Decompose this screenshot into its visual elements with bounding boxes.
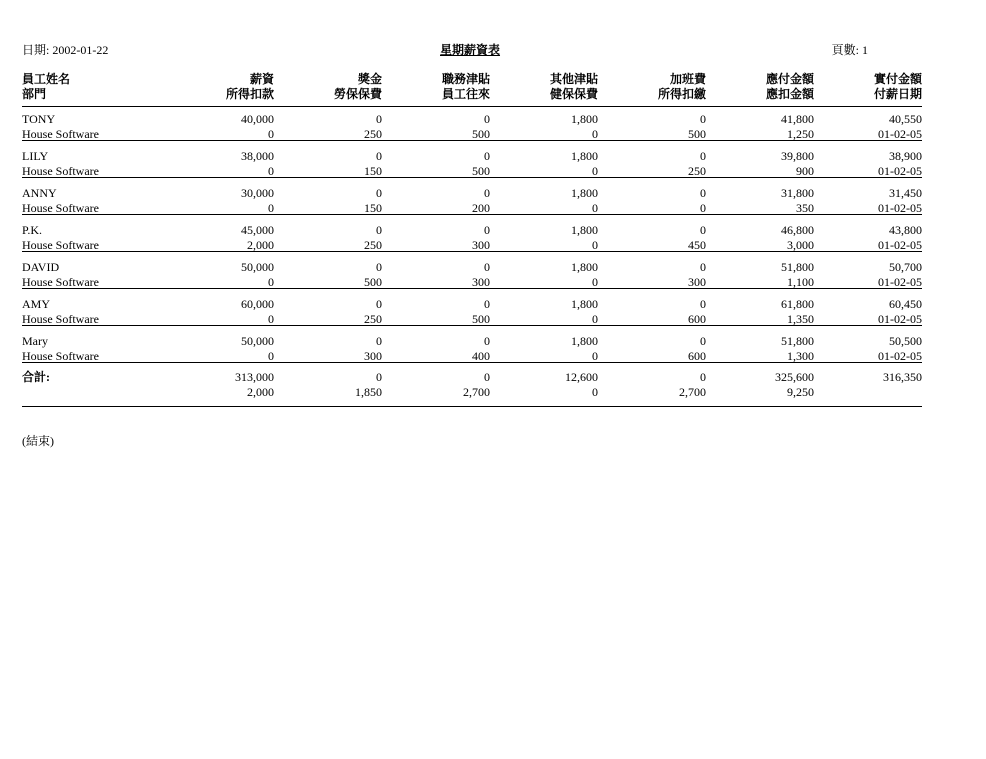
overtime: 0 [700, 297, 706, 311]
overtime: 0 [700, 186, 706, 200]
department: House Software [22, 238, 99, 252]
other-allowance-cell [490, 112, 598, 142]
report-title: 星期薪資表 [440, 43, 501, 57]
deduction-amount: 3,000 [787, 238, 814, 252]
header-other-allowance: 其他津貼 [549, 72, 598, 86]
total-payable-cell [706, 370, 814, 406]
income-deduction: 0 [268, 164, 274, 178]
employee-cell [22, 260, 166, 290]
table-row [22, 222, 922, 252]
salary: 50,000 [241, 260, 274, 274]
health-insurance: 0 [592, 164, 598, 178]
other-allowance: 1,800 [571, 112, 598, 126]
payable-cell [706, 149, 814, 179]
total-other-allowance: 12,600 [565, 370, 598, 384]
total-bonus-cell [274, 370, 382, 406]
salary: 50,000 [241, 334, 274, 348]
income-deduction: 0 [268, 349, 274, 363]
department: House Software [22, 349, 99, 363]
employee-cell [22, 186, 166, 216]
income-deduction: 0 [268, 201, 274, 215]
salary: 30,000 [241, 186, 274, 200]
employee-name: DAVID [22, 260, 60, 274]
labor-insurance: 250 [364, 238, 382, 252]
total-labor-insurance: 1,850 [355, 385, 382, 399]
labor-insurance: 500 [364, 275, 382, 289]
salary-cell [166, 223, 274, 253]
payroll-table [22, 72, 922, 407]
header-department: 部門 [22, 87, 47, 101]
bonus: 0 [376, 149, 382, 163]
position-allowance: 0 [484, 186, 490, 200]
header-other-allowance-health-insurance [490, 72, 598, 106]
total-bonus: 0 [376, 370, 382, 384]
position-allowance: 0 [484, 297, 490, 311]
payable-cell [706, 186, 814, 216]
other-allowance-cell [490, 297, 598, 327]
total-income-withholding: 2,700 [679, 385, 706, 399]
payable-amount: 51,800 [781, 334, 814, 348]
table-row [22, 185, 922, 215]
health-insurance: 0 [592, 275, 598, 289]
position-allowance: 0 [484, 260, 490, 274]
header-health-insurance: 健保保費 [549, 87, 598, 101]
other-allowance: 1,800 [571, 334, 598, 348]
total-position-allowance: 0 [484, 370, 490, 384]
total-overtime-cell [598, 370, 706, 406]
header-salary: 薪資 [249, 72, 274, 86]
department: House Software [22, 275, 99, 289]
total-row [22, 370, 922, 407]
employee-cell [22, 223, 166, 253]
total-position-allowance-cell [382, 370, 490, 406]
employee-name: ANNY [22, 186, 57, 200]
overtime: 0 [700, 334, 706, 348]
income-deduction: 0 [268, 312, 274, 326]
employee-name: P.K. [22, 223, 43, 237]
position-allowance-cell [382, 223, 490, 253]
salary-cell [166, 334, 274, 364]
total-payable-amount: 325,600 [775, 370, 814, 384]
bonus: 0 [376, 112, 382, 126]
income-withholding: 450 [688, 238, 706, 252]
total-income-deduction: 2,000 [247, 385, 274, 399]
position-allowance: 0 [484, 149, 490, 163]
labor-insurance: 150 [364, 201, 382, 215]
overtime-cell [598, 297, 706, 327]
other-allowance: 1,800 [571, 223, 598, 237]
salary-cell [166, 260, 274, 290]
total-salary: 313,000 [235, 370, 274, 384]
salary-cell [166, 186, 274, 216]
employee-balance: 300 [472, 238, 490, 252]
page-number: 頁數: 1 [831, 43, 868, 57]
income-withholding: 300 [688, 275, 706, 289]
net-cell [814, 149, 922, 179]
pay-date: 01-02-05 [878, 312, 922, 326]
pay-date: 01-02-05 [878, 349, 922, 363]
labor-insurance: 250 [364, 312, 382, 326]
header-income-withholding: 所得扣繳 [657, 87, 706, 101]
income-deduction: 0 [268, 275, 274, 289]
net-amount: 60,450 [889, 297, 922, 311]
net-amount: 50,500 [889, 334, 922, 348]
health-insurance: 0 [592, 127, 598, 141]
total-deduction-amount: 9,250 [787, 385, 814, 399]
header-overtime: 加班費 [669, 72, 706, 86]
total-salary-cell [166, 370, 274, 406]
bonus: 0 [376, 297, 382, 311]
employee-balance: 400 [472, 349, 490, 363]
table-row [22, 333, 922, 363]
table-row [22, 259, 922, 289]
net-cell [814, 260, 922, 290]
salary-cell [166, 297, 274, 327]
position-allowance-cell [382, 260, 490, 290]
payable-cell [706, 260, 814, 290]
other-allowance-cell [490, 186, 598, 216]
employee-balance: 500 [472, 164, 490, 178]
salary-cell [166, 112, 274, 142]
header-position-allowance-employee-balance [382, 72, 490, 106]
pay-date: 01-02-05 [878, 275, 922, 289]
department: House Software [22, 201, 99, 215]
other-allowance-cell [490, 223, 598, 253]
total-label-cell [22, 370, 166, 406]
income-withholding: 600 [688, 312, 706, 326]
report-date: 日期: 2002-01-22 [22, 43, 109, 57]
total-employee-balance: 2,700 [463, 385, 490, 399]
health-insurance: 0 [592, 238, 598, 252]
net-amount: 40,550 [889, 112, 922, 126]
table-row [22, 148, 922, 178]
overtime: 0 [700, 112, 706, 126]
overtime-cell [598, 223, 706, 253]
overtime-cell [598, 186, 706, 216]
other-allowance-cell [490, 149, 598, 179]
salary: 60,000 [241, 297, 274, 311]
payable-amount: 41,800 [781, 112, 814, 126]
bonus-cell [274, 223, 382, 253]
position-allowance-cell [382, 186, 490, 216]
header-bonus-labor-insurance [274, 72, 382, 106]
bonus-cell [274, 112, 382, 142]
total-overtime: 0 [700, 370, 706, 384]
header-pay-date: 付薪日期 [873, 87, 922, 101]
bonus: 0 [376, 223, 382, 237]
other-allowance-cell [490, 334, 598, 364]
other-allowance: 1,800 [571, 149, 598, 163]
overtime: 0 [700, 260, 706, 274]
income-withholding: 600 [688, 349, 706, 363]
labor-insurance: 300 [364, 349, 382, 363]
header-deduction-amount: 應扣金額 [765, 87, 814, 101]
header-net-amount-pay-date [814, 72, 922, 106]
overtime-cell [598, 260, 706, 290]
header-labor-insurance: 勞保保費 [333, 87, 382, 101]
position-allowance-cell [382, 334, 490, 364]
payable-amount: 46,800 [781, 223, 814, 237]
department: House Software [22, 164, 99, 178]
salary: 38,000 [241, 149, 274, 163]
other-allowance-cell [490, 260, 598, 290]
table-row [22, 296, 922, 326]
salary-cell [166, 149, 274, 179]
payable-amount: 51,800 [781, 260, 814, 274]
report-header [22, 43, 922, 59]
header-employee-balance: 員工往來 [441, 87, 490, 101]
position-allowance-cell [382, 297, 490, 327]
total-net-cell [814, 370, 922, 406]
other-allowance: 1,800 [571, 260, 598, 274]
position-allowance-cell [382, 112, 490, 142]
employee-cell [22, 112, 166, 142]
header-income-deduction: 所得扣款 [225, 87, 274, 101]
report-end-text: (結束) [22, 434, 54, 448]
header-overtime-income-withholding [598, 72, 706, 106]
other-allowance: 1,800 [571, 297, 598, 311]
overtime: 0 [700, 223, 706, 237]
deduction-amount: 1,100 [787, 275, 814, 289]
header-employee-name: 員工姓名 [22, 72, 71, 86]
employee-cell [22, 149, 166, 179]
net-amount: 38,900 [889, 149, 922, 163]
deduction-amount: 900 [796, 164, 814, 178]
payable-cell [706, 297, 814, 327]
total-label: 合計: [22, 370, 50, 384]
position-allowance: 0 [484, 112, 490, 126]
income-withholding: 0 [700, 201, 706, 215]
payable-amount: 31,800 [781, 186, 814, 200]
header-position-allowance: 職務津貼 [441, 72, 490, 86]
overtime-cell [598, 334, 706, 364]
bonus-cell [274, 186, 382, 216]
employee-balance: 200 [472, 201, 490, 215]
bonus-cell [274, 334, 382, 364]
department: House Software [22, 312, 99, 326]
bonus: 0 [376, 334, 382, 348]
deduction-amount: 1,250 [787, 127, 814, 141]
deduction-amount: 350 [796, 201, 814, 215]
labor-insurance: 150 [364, 164, 382, 178]
net-amount: 43,800 [889, 223, 922, 237]
employee-name: LILY [22, 149, 49, 163]
header-employee-name-department [22, 72, 166, 106]
employee-balance: 500 [472, 127, 490, 141]
health-insurance: 0 [592, 349, 598, 363]
header-payable-amount: 應付金額 [765, 72, 814, 86]
pay-date: 01-02-05 [878, 164, 922, 178]
pay-date: 01-02-05 [878, 201, 922, 215]
employee-cell [22, 334, 166, 364]
payable-amount: 61,800 [781, 297, 814, 311]
department: House Software [22, 127, 99, 141]
employee-name: AMY [22, 297, 51, 311]
net-amount: 50,700 [889, 260, 922, 274]
deduction-amount: 1,350 [787, 312, 814, 326]
employee-balance: 500 [472, 312, 490, 326]
bonus-cell [274, 260, 382, 290]
net-cell [814, 297, 922, 327]
health-insurance: 0 [592, 312, 598, 326]
pay-date: 01-02-05 [878, 238, 922, 252]
employee-name: Mary [22, 334, 48, 348]
bonus: 0 [376, 260, 382, 274]
payable-cell [706, 112, 814, 142]
bonus: 0 [376, 186, 382, 200]
header-bonus: 獎金 [357, 72, 382, 86]
total-other-allowance-cell [490, 370, 598, 406]
table-row [22, 111, 922, 141]
employee-name: TONY [22, 112, 56, 126]
overtime-cell [598, 112, 706, 142]
labor-insurance: 250 [364, 127, 382, 141]
net-cell [814, 334, 922, 364]
net-amount: 31,450 [889, 186, 922, 200]
income-deduction: 0 [268, 127, 274, 141]
position-allowance: 0 [484, 334, 490, 348]
overtime: 0 [700, 149, 706, 163]
payable-cell [706, 223, 814, 253]
health-insurance: 0 [592, 201, 598, 215]
overtime-cell [598, 149, 706, 179]
net-cell [814, 112, 922, 142]
income-withholding: 250 [688, 164, 706, 178]
net-cell [814, 223, 922, 253]
other-allowance: 1,800 [571, 186, 598, 200]
deduction-amount: 1,300 [787, 349, 814, 363]
header-net-amount: 實付金額 [873, 72, 922, 86]
employee-cell [22, 297, 166, 327]
header-salary-income-deduction [166, 72, 274, 106]
salary: 40,000 [241, 112, 274, 126]
position-allowance: 0 [484, 223, 490, 237]
income-withholding: 500 [688, 127, 706, 141]
table-header-row [22, 72, 922, 107]
total-health-insurance: 0 [592, 385, 598, 399]
bonus-cell [274, 149, 382, 179]
total-net-amount: 316,350 [883, 370, 922, 384]
pay-date: 01-02-05 [878, 127, 922, 141]
position-allowance-cell [382, 149, 490, 179]
employee-balance: 300 [472, 275, 490, 289]
payable-amount: 39,800 [781, 149, 814, 163]
salary: 45,000 [241, 223, 274, 237]
net-cell [814, 186, 922, 216]
bonus-cell [274, 297, 382, 327]
header-payable-deduction-amount [706, 72, 814, 106]
income-deduction: 2,000 [247, 238, 274, 252]
payable-cell [706, 334, 814, 364]
